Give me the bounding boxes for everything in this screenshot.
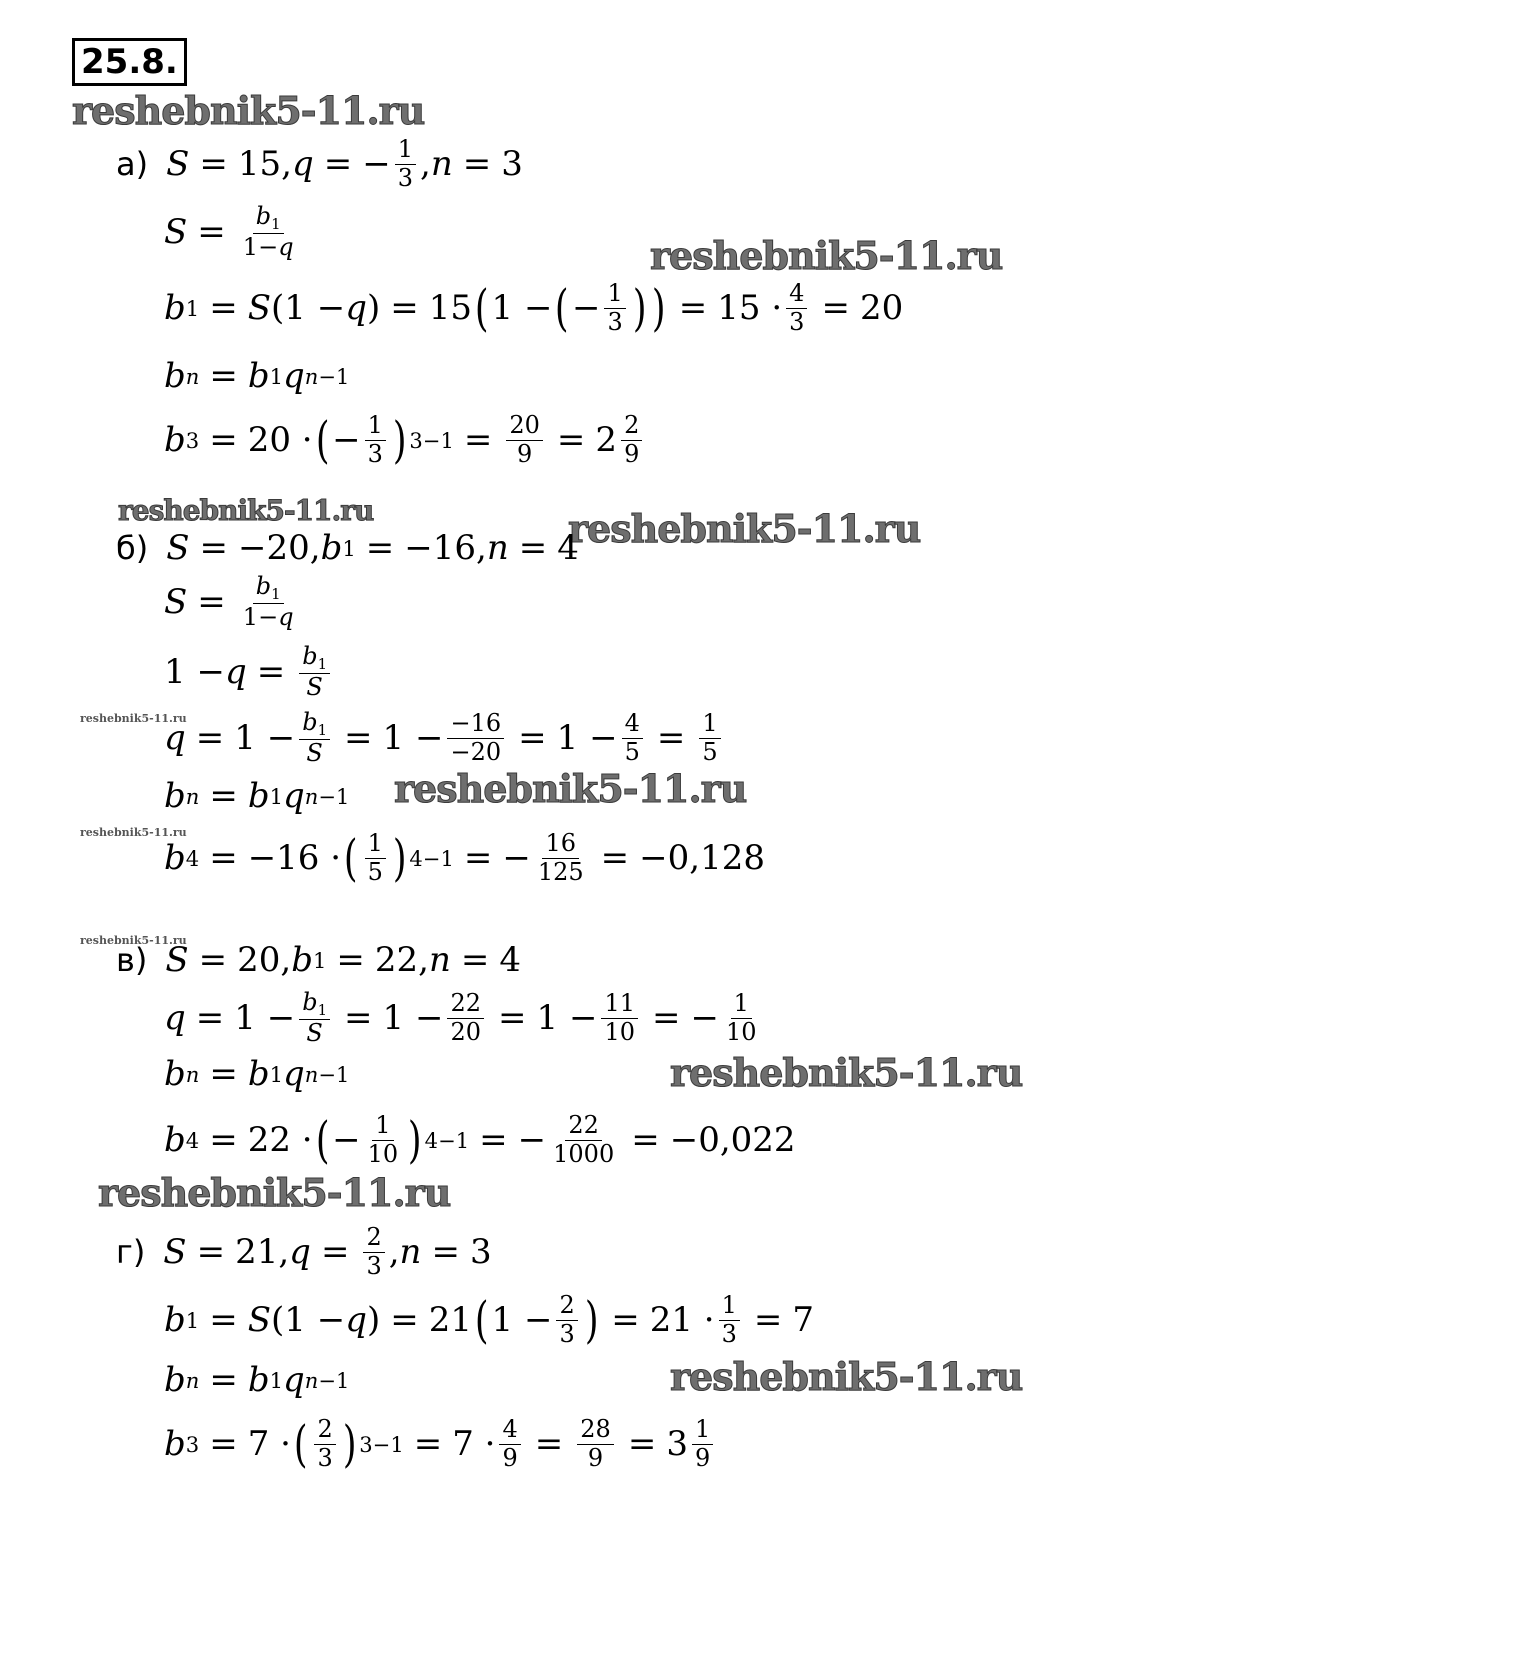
part-b-result: b 4 = −16 · ( $\frac{1}{5}$ ) 4−1 = − $\frac{16}{125}$ = −0,128 — [164, 829, 765, 887]
part-b-formula-bn: b n = b 1 q n−1 — [164, 776, 350, 816]
watermark: reshebnik5-11.ru — [568, 506, 921, 551]
part-label: в) — [116, 941, 148, 979]
part-a-result: b 3 = 20 · ( − $\frac{1}{3}$ ) 3−1 = $\frac{20}{9}$ = 2 $\frac{2}{9}$ — [164, 410, 646, 470]
part-b-given: б) S = −20, b 1 = −16, n = 4 — [116, 528, 579, 568]
part-c-given: в) S = 20, b 1 = 22, n = 4 — [116, 940, 522, 980]
watermark: reshebnik5-11.ru — [80, 934, 187, 947]
watermark: reshebnik5-11.ru — [80, 712, 187, 725]
part-a-step-b1: b 1 = S (1 − q ) = 15 ( 1 − ( − $\frac{1}{3}$ ) ) = 15 · $\frac{4}{3}$ = 20 — [164, 279, 904, 337]
part-a-formula-s: S = $\frac{b_1}{1-q}$ — [164, 201, 294, 262]
part-b-step1: 1 − q = $\frac{b_1}{S}$ — [164, 642, 334, 702]
part-label: б) — [116, 529, 149, 567]
part-d-result: b 3 = 7 · ( $\frac{2}{3}$ ) 3−1 = 7 · $\frac{4}{9}$ = $\frac{28}{9}$ = 3 $\frac{1}{9}$ — [164, 1414, 717, 1474]
watermark: reshebnik5-11.ru — [118, 494, 374, 527]
watermark: reshebnik5-11.ru — [670, 1050, 1023, 1095]
part-a-given: а) S = 15, q = − $\frac{1}{3}$ , n = 3 — [116, 135, 523, 192]
part-c-step-q: q = 1 − $\frac{b_1}{S}$ = 1 − $\frac{22}{20}$ = 1 − $\frac{11}{10}$ = − $\frac{1}{10}$ — [164, 987, 757, 1048]
part-label: г) — [116, 1233, 146, 1271]
problem-number: 25.8. — [72, 38, 187, 86]
watermark: reshebnik5-11.ru — [394, 766, 747, 811]
part-b-step-q: q = 1 − $\frac{b_1}{S}$ = 1 − $\frac{-16}{-20}$ = 1 − $\frac{4}{5}$ = $\frac{1}{5}$ — [164, 708, 725, 768]
part-c-result: b 4 = 22 · ( − $\frac{1}{10}$ ) 4−1 = − $\frac{22}{1000}$ = −0,022 — [164, 1111, 796, 1169]
watermark: reshebnik5-11.ru — [98, 1170, 451, 1215]
part-d-formula-bn: b n = b 1 q n−1 — [164, 1360, 350, 1400]
part-d-given: г) S = 21, q = $\frac{2}{3}$ , n = 3 — [116, 1223, 492, 1280]
part-a-formula-bn: b n = b 1 q n−1 — [164, 356, 350, 396]
watermark: reshebnik5-11.ru — [670, 1354, 1023, 1399]
watermark: reshebnik5-11.ru — [650, 233, 1003, 278]
part-c-formula-bn: b n = b 1 q n−1 — [164, 1054, 350, 1094]
part-label: а) — [116, 145, 149, 183]
watermark: reshebnik5-11.ru — [80, 826, 187, 839]
part-d-step-b1: b 1 = S (1 − q ) = 21 ( 1 − $\frac{2}{3}$ ) = 21 · $\frac{1}{3}$ = 7 — [164, 1291, 815, 1349]
part-b-formula-s: S = $\frac{b_1}{1-q}$ — [164, 571, 294, 632]
watermark: reshebnik5-11.ru — [72, 88, 425, 133]
